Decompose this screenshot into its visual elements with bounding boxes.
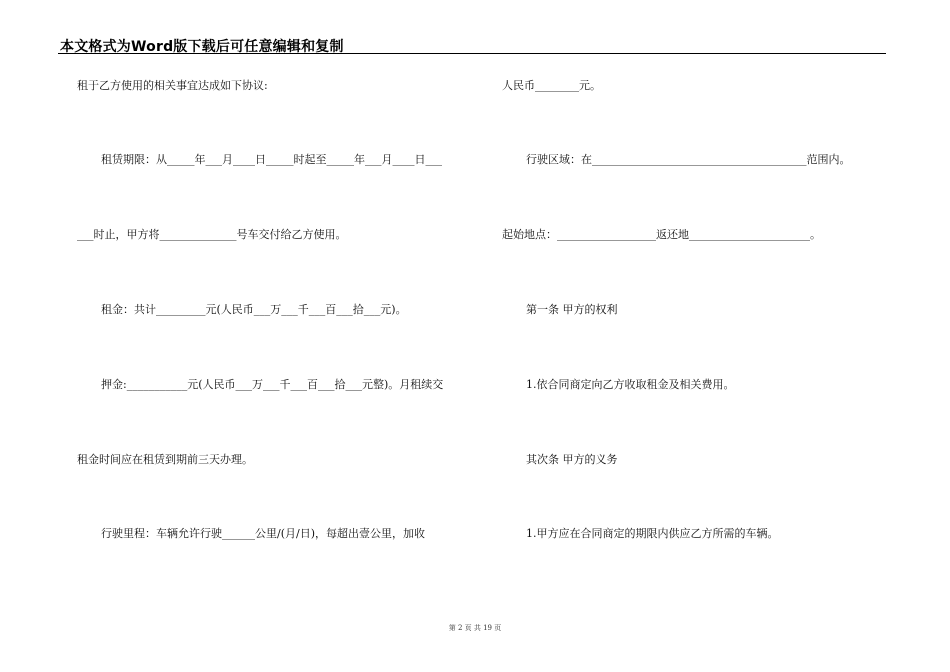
page-number-footer: 第 2 页 共 19 页: [448, 624, 502, 632]
left-line-7: 行驶里程：车辆允许行驶______公里/(月/日)，每超出壹公里，加收: [101, 527, 425, 540]
right-line-5: 1.依合同商定向乙方收取租金及相关费用。: [526, 378, 735, 391]
left-line-5: 押金:___________元(人民币___万___千___百___拾___元整)。月租续交: [101, 378, 444, 391]
right-line-1: 人民币________元。: [502, 79, 601, 92]
right-line-6: 其次条 甲方的义务: [526, 453, 618, 466]
left-line-3: ___时止，甲方将______________号车交付给乙方使用。: [77, 228, 347, 241]
header-divider: [58, 53, 886, 54]
left-line-2: 租赁期限：从_____年___月____日_____时起至_____年___月____日___: [101, 153, 442, 166]
document-header-title: 本文格式为Word版下载后可任意编辑和复制: [60, 39, 344, 55]
right-line-3: 起始地点：__________________返还地______________________。: [502, 228, 821, 241]
right-line-2: 行驶区域：在_______________________________________范围内。: [526, 153, 851, 166]
right-line-4: 第一条 甲方的权利: [526, 303, 618, 316]
left-line-1: 租于乙方使用的相关事宜达成如下协议:: [77, 79, 268, 92]
right-line-7: 1.甲方应在合同商定的期限内供应乙方所需的车辆。: [526, 527, 779, 540]
left-line-6: 租金时间应在租赁到期前三天办理。: [77, 453, 253, 466]
left-line-4: 租金：共计_________元(人民币___万___千___百___拾___元)。: [101, 303, 407, 316]
